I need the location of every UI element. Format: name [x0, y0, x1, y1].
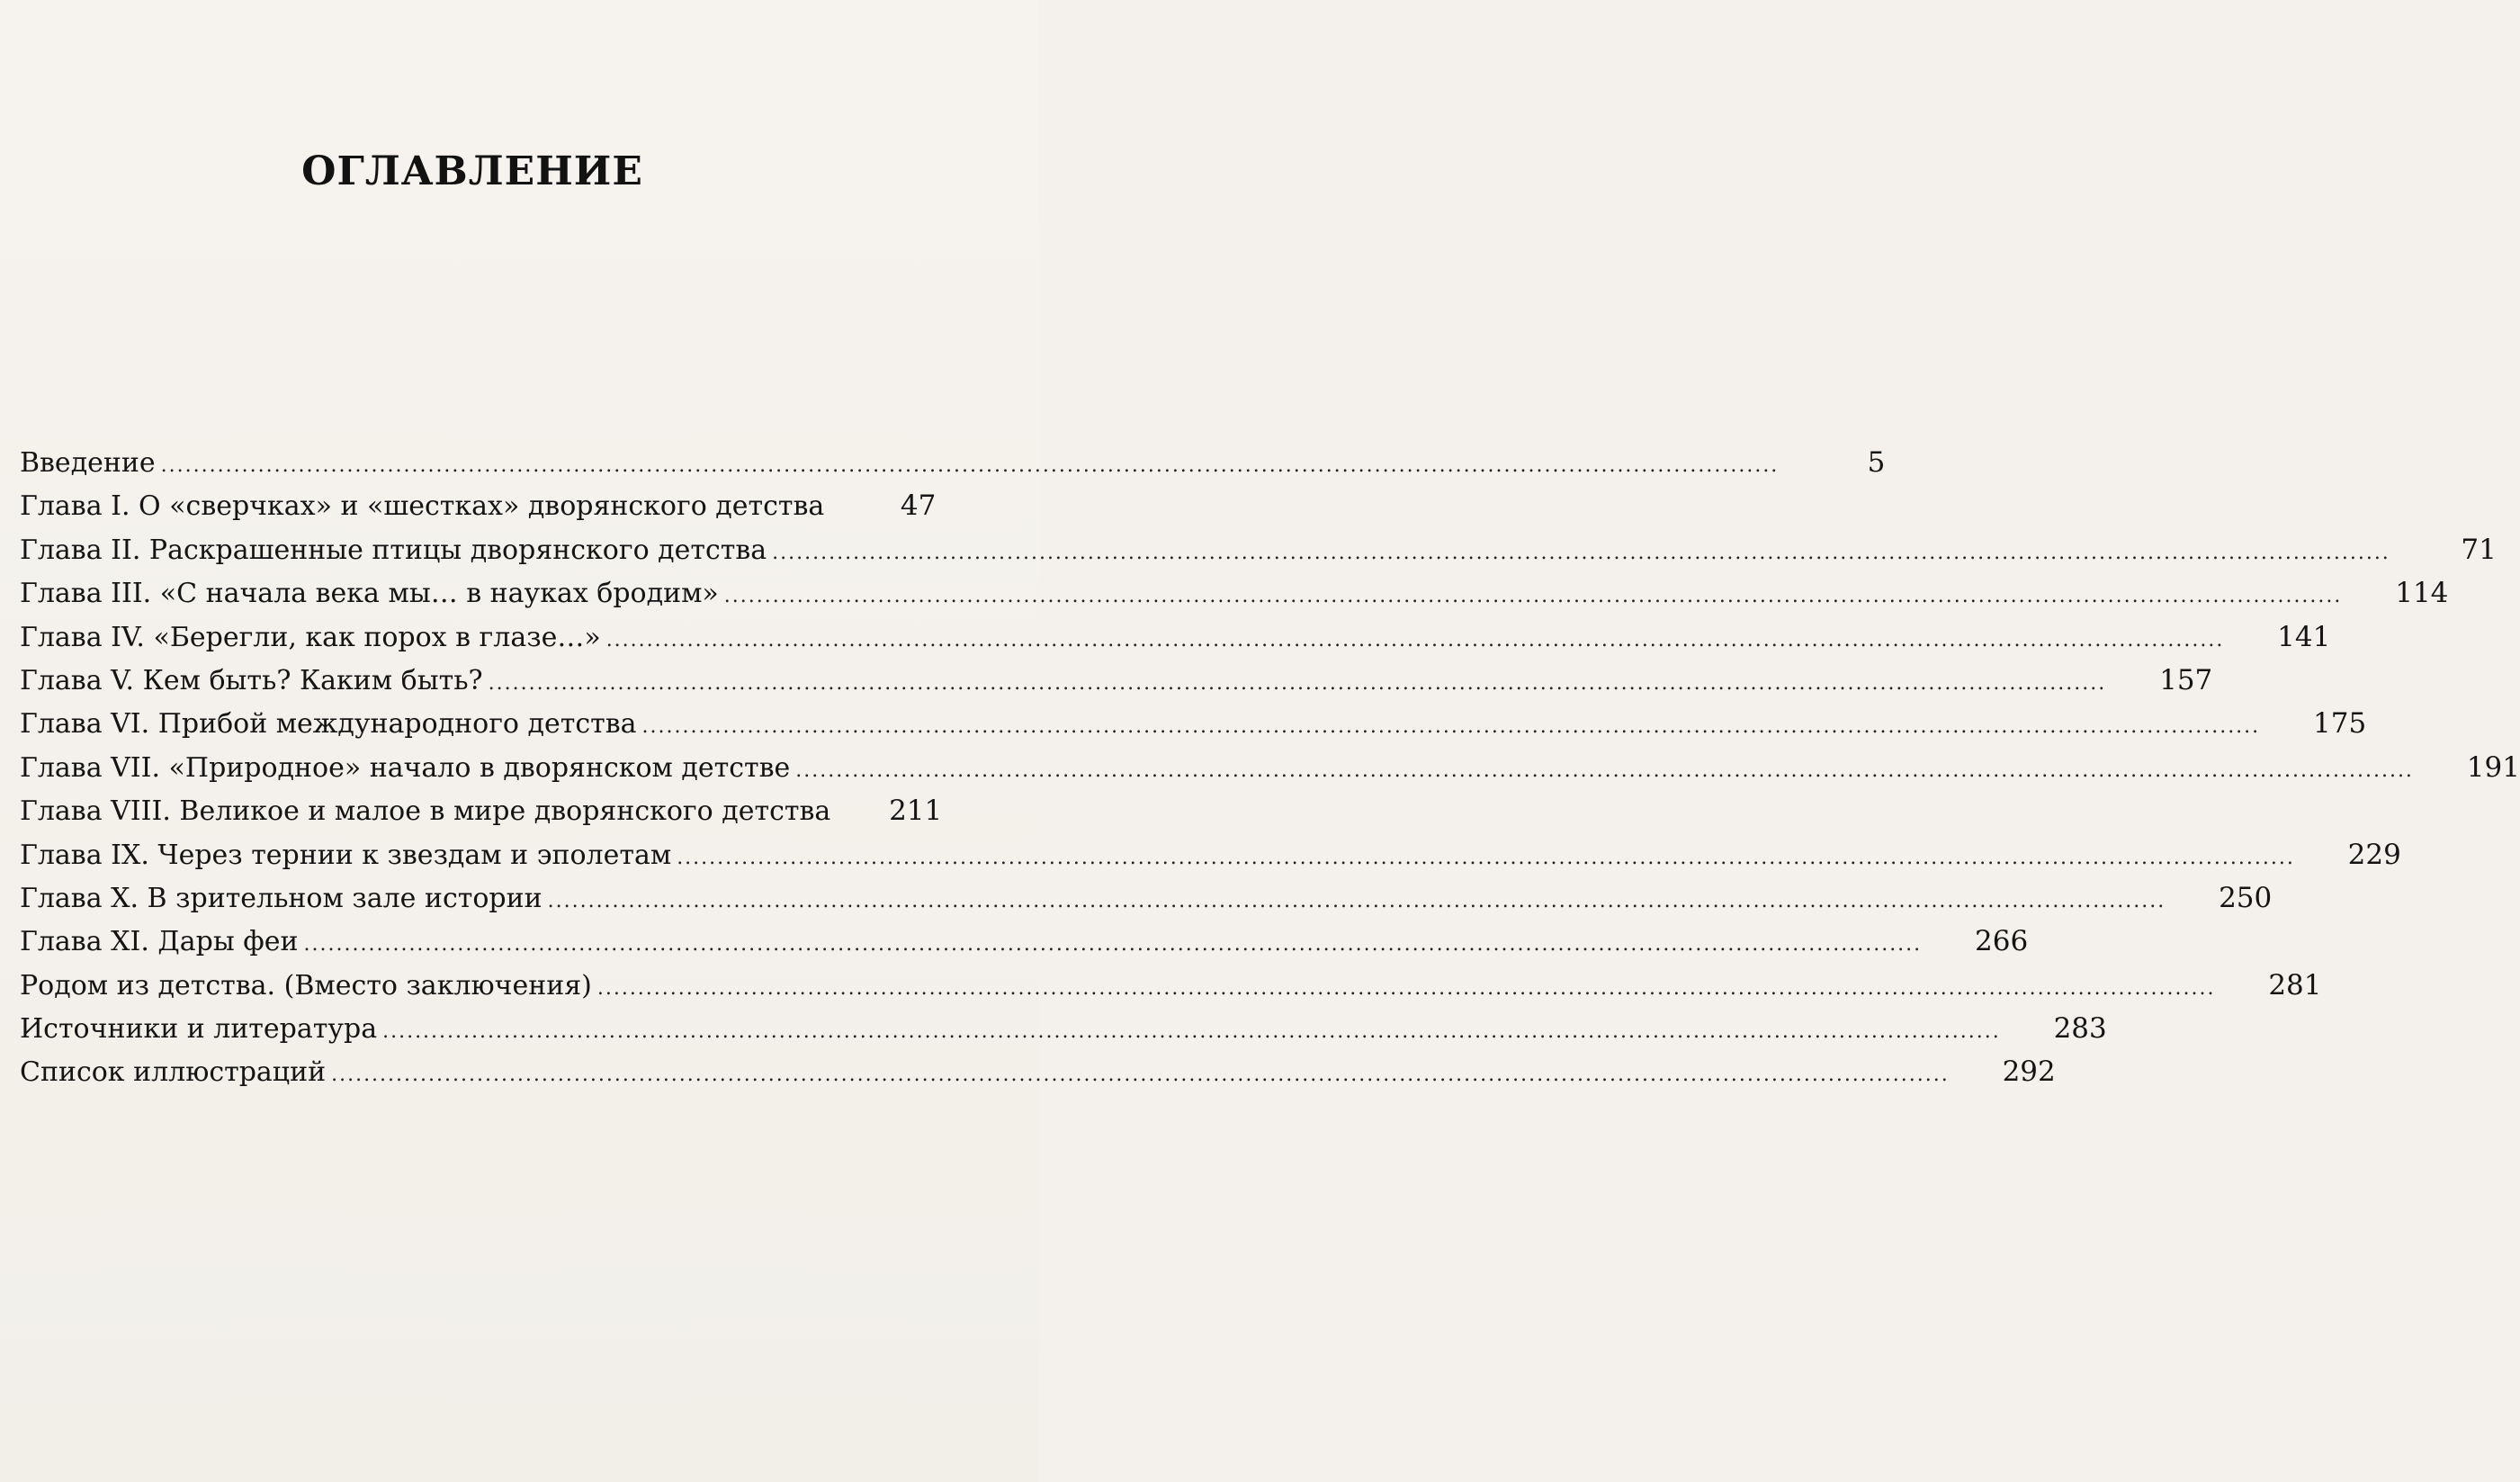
toc-entry-title: Список иллюстраций — [20, 1056, 327, 1089]
toc-entry-page: 229 — [2347, 838, 2401, 871]
toc-entry-page: 191 — [2466, 750, 2520, 784]
page-title: ОГЛАВЛЕНИЕ — [301, 148, 643, 194]
toc-entry-title: Введение — [20, 447, 156, 479]
toc-entry — [20, 920, 2029, 963]
toc-entry-page: 71 — [2461, 533, 2497, 566]
toc-leader-dots: ........................................................................................................................................................................................................ — [547, 889, 2166, 912]
toc-entry-title: Глава X. В зрительном зале истории — [20, 882, 543, 914]
toc-entry-title: Глава VII. «Природное» начало в дворянском детстве — [20, 751, 791, 784]
toc-entry-title: Глава XI. Дары феи — [20, 926, 299, 958]
toc-entry — [20, 659, 2213, 702]
toc-entry-page: 266 — [1975, 925, 2029, 958]
toc-entry-page: 141 — [2277, 620, 2331, 653]
toc-entry-title: Глава III. «С начала века мы… в науках бродим» — [20, 578, 719, 610]
toc-entry — [20, 571, 2449, 615]
toc-leader-dots: ........................................................................................................................................................................................................ — [331, 1064, 1950, 1087]
toc-entry-title: Глава IX. Через тернии к звездам и эполетам — [20, 839, 672, 871]
toc-entry-title: Источники и литература — [20, 1013, 378, 1046]
toc-leader-dots: ........................................................................................................................................................................................................ — [382, 1020, 2001, 1044]
toc-leader-dots: ........................................................................................................................................................................................................ — [488, 671, 2107, 695]
toc-leader-dots: ........................................................................................................................................................................................................ — [641, 715, 2261, 739]
toc-entry — [20, 484, 937, 527]
toc-entry-title: Глава VIII. Великое и малое в мире дворянского детства — [20, 795, 831, 828]
toc-entry-page: 157 — [2159, 663, 2213, 696]
toc-entry-page: 250 — [2219, 881, 2273, 914]
toc-entry — [20, 528, 2497, 571]
toc-entry-title: Глава II. Раскрашенные птицы дворянского детства — [20, 534, 767, 566]
toc-entry-page: 5 — [1867, 446, 1886, 479]
toc-entry — [20, 702, 2367, 745]
toc-entry-title: Родом из детства. (Вместо заключения) — [20, 969, 592, 1001]
toc-leader-dots: ........................................................................................................................................................................................................ — [723, 585, 2343, 608]
toc-entry-page: 283 — [2053, 1012, 2107, 1046]
toc-leader-dots: ........................................................................................................................................................................................................ — [772, 541, 2390, 564]
toc-entry-page: 211 — [889, 795, 943, 828]
toc-entry-title: Глава IV. «Берегли, как порох в глазе…» — [20, 621, 601, 653]
toc-entry-page: 47 — [900, 490, 937, 523]
toc-entry — [20, 1007, 2107, 1050]
toc-entry — [20, 746, 2520, 789]
toc-leader-dots: ........................................................................................................................................................................................................ — [795, 759, 2414, 782]
toc-entry — [20, 876, 2273, 920]
toc-leader-dots: ........................................................................................................................................................................................................ — [160, 454, 1780, 477]
toc-entry — [20, 615, 2331, 659]
toc-leader-dots: ........................................................................................................................................................................................................ — [596, 976, 2216, 1000]
toc-entry-page: 114 — [2395, 577, 2449, 610]
toc-entry — [20, 964, 2322, 1007]
toc-leader-dots: ........................................................................................................................................................................................................ — [303, 933, 1923, 957]
toc-entry-page: 281 — [2268, 968, 2322, 1001]
toc-leader-dots: ........................................................................................................................................................................................................ — [677, 846, 2295, 869]
toc-entry-title: Глава VI. Прибой международного детства — [20, 708, 637, 741]
toc-entry-title: Глава I. О «сверчках» и «шестках» дворянского детства — [20, 490, 825, 523]
toc-entry — [20, 1050, 2056, 1093]
toc-entry — [20, 789, 943, 832]
toc-entry-title: Глава V. Кем быть? Каким быть? — [20, 664, 483, 696]
toc-leader-dots: ........................................................................................................................................................................................................ — [605, 628, 2225, 651]
toc-entry — [20, 441, 1886, 484]
table-of-contents — [20, 441, 2520, 1094]
toc-entry-page: 292 — [2002, 1055, 2056, 1089]
toc-entry-page: 175 — [2313, 707, 2367, 741]
toc-entry — [20, 833, 2401, 876]
